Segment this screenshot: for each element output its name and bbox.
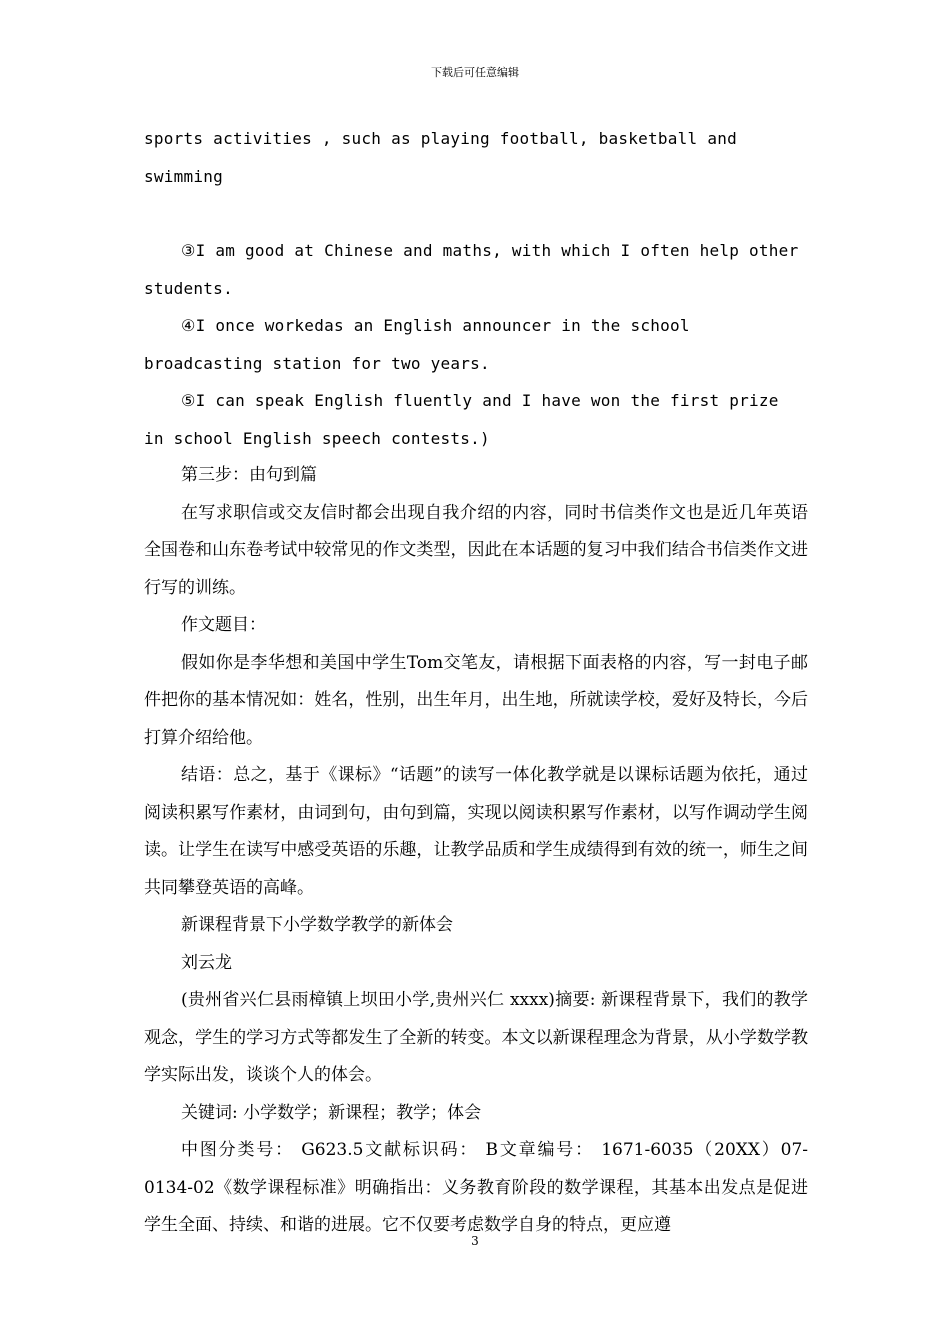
blank-line: [144, 195, 808, 232]
article-author: 刘云龙: [181, 952, 232, 973]
paragraph-item-4: ④I once workedas an English announcer in the school broadcasting station for two years.: [144, 316, 690, 373]
paragraph-item-5: ⑤I can speak English fluently and I have won the first prize in school English speech contests.): [144, 391, 779, 448]
page-header: 下载后可任意编辑: [431, 66, 519, 79]
paragraph-abstract: (贵州省兴仁县雨樟镇上坝田小学,贵州兴仁 xxxx)摘要: 新课程背景下，我们的教学观念，学生的学习方式等都发生了全新的转变。本文以新课程理念为背景，从小学数学教学实际出发，谈谈个人的体会。: [144, 990, 808, 1085]
paragraph-letter-writing: 在写求职信或交友信时都会出现自我介绍的内容，同时书信类作文也是近几年英语全国卷和山东卷考试中较常见的作文类型，因此在本话题的复习中我们结合书信类作文进行写的训练。: [144, 502, 808, 598]
paragraph-sports-activities: sports activities , such as playing football, basketball and swimming: [144, 129, 737, 186]
essay-title-label: 作文题目：: [181, 615, 266, 635]
paragraph-keywords: 关键词: 小学数学；新课程；教学；体会: [181, 1102, 482, 1123]
paragraph-classification: 中图分类号： G623.5文献标识码： B文章编号： 1671-6035（20XX）07-0134-02《数学课程标准》明确指出：义务教育阶段的数学课程，其基本出发点是促进学生全面、持续、和谐的进展。它不仅要考虑数学自身的特点，更应遵: [144, 1140, 808, 1235]
paragraph-conclusion: 结语：总之，基于《课标》“话题”的读写一体化教学就是以课标话题为依托，通过阅读积累写作素材，由词到句，由句到篇，实现以阅读积累写作素材，以写作调动学生阅读。让学生在读写中感受英语的乐趣，让教学品质和学生成绩得到有效的统一，师生之间共同攀登英语的高峰。: [144, 765, 808, 898]
paragraph-essay-prompt: 假如你是李华想和美国中学生Tom交笔友，请根据下面表格的内容，写一封电子邮件把你的基本情况如：姓名，性别，出生年月，出生地，所就读学校，爱好及特长，今后打算介绍给他。: [144, 652, 808, 748]
section-heading-step-3: 第三步：由句到篇: [181, 465, 317, 485]
document-body: [144, 120, 808, 1245]
page-number: 3: [471, 1234, 479, 1248]
article-title: 新课程背景下小学数学教学的新体会: [181, 915, 453, 935]
paragraph-item-3: ③I am good at Chinese and maths, with which I often help other students.: [144, 241, 799, 298]
